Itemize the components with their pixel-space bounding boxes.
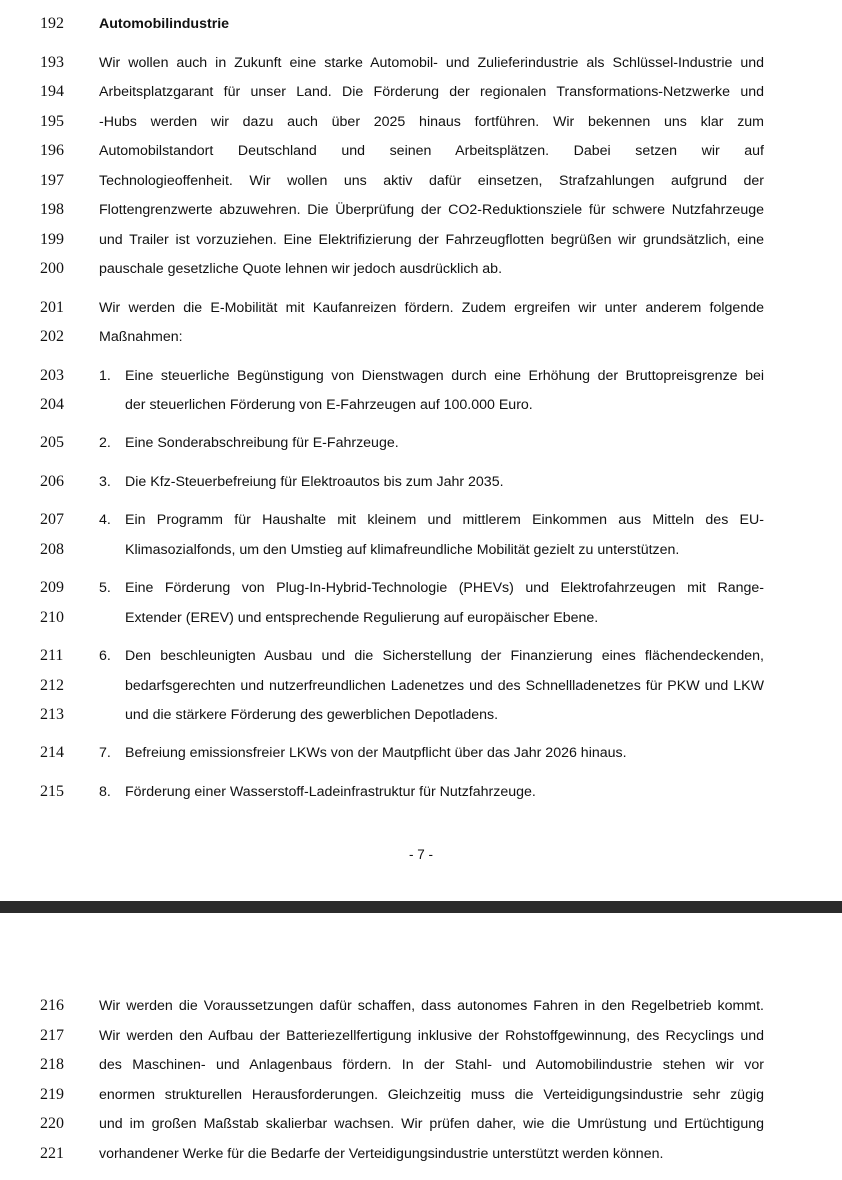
list-item-line	[0, 741, 842, 765]
list-item-line	[0, 364, 842, 388]
list-item-text: Ein Programm für Haushalte mit kleinem und mittlerem Einkommen aus Mitteln des EU-	[125, 512, 764, 528]
list-number: 4.	[99, 512, 111, 528]
line-number: 194	[40, 83, 64, 100]
list-item-text: Extender (EREV) und entsprechende Regulierung auf europäischer Ebene.	[125, 610, 599, 626]
paragraph-text: Automobilstandort Deutschland und seinen Arbeitsplätzen. Dabei setzen wir auf	[99, 143, 764, 159]
text-line	[0, 228, 842, 252]
list-item-line	[0, 703, 842, 727]
paragraph-text: pauschale gesetzliche Quote lehnen wir jedoch ausdrücklich ab.	[99, 261, 503, 277]
list-number: 6.	[99, 648, 111, 664]
line-number: 201	[40, 299, 64, 316]
paragraph-text: Flottengrenzwerte abzuwehren. Die Überprüfung der CO2-Reduktionsziele für schwere Nutzfahrzeuge	[99, 202, 764, 218]
list-number: 3.	[99, 474, 111, 490]
list-item-line	[0, 576, 842, 600]
line-number: 208	[40, 541, 64, 558]
line-number: 210	[40, 609, 64, 626]
line-number: 207	[40, 511, 64, 528]
list-item-line	[0, 508, 842, 532]
list-item-line	[0, 393, 842, 417]
page-number: - 7 -	[408, 847, 433, 862]
line-number: 205	[40, 434, 64, 451]
line-number: 214	[40, 744, 64, 761]
paragraph-text: Wir wollen auch in Zukunft eine starke Automobil- und Zulieferindustrie als Schlüssel-Industrie und	[99, 55, 764, 71]
page-divider	[0, 901, 842, 913]
paragraph-text: Wir werden die Voraussetzungen dafür schaffen, dass autonomes Fahren in den Regelbetrieb kommt.	[99, 998, 764, 1014]
list-item-line	[0, 606, 842, 630]
text-line	[0, 139, 842, 163]
list-item-text: und die stärkere Förderung des gewerblichen Depotladens.	[125, 707, 499, 723]
paragraph-text: und im großen Maßstab skalierbar wachsen. Wir prüfen daher, wie die Umrüstung und Ertüchtigung	[99, 1116, 764, 1132]
list-number: 8.	[99, 784, 111, 800]
line-number: 216	[40, 997, 64, 1014]
text-line	[0, 80, 842, 104]
paragraph-text: Arbeitsplatzgarant für unser Land. Die Förderung der regionalen Transformations-Netzwerke und	[99, 84, 764, 100]
list-number: 1.	[99, 368, 111, 384]
paragraph-text: enormen strukturellen Herausforderungen. Gleichzeitig muss die Verteidigungsindustrie sehr zügig	[99, 1087, 764, 1103]
line-number: 203	[40, 367, 64, 384]
line-number: 218	[40, 1056, 64, 1073]
list-item-line	[0, 674, 842, 698]
paragraph-text: Maßnahmen:	[99, 329, 183, 345]
text-line	[0, 198, 842, 222]
line-number: 212	[40, 677, 64, 694]
list-item-text: Die Kfz-Steuerbefreiung für Elektroautos bis zum Jahr 2035.	[125, 474, 504, 490]
line-number: 213	[40, 706, 64, 723]
line-number: 221	[40, 1145, 64, 1162]
paragraph-text: Wir werden den Aufbau der Batteriezellfertigung inklusive der Rohstoffgewinnung, des Recyclings und	[99, 1028, 764, 1044]
text-line	[0, 1024, 842, 1048]
list-item-line	[0, 431, 842, 455]
line-number: 219	[40, 1086, 64, 1103]
text-line	[0, 51, 842, 75]
line-number: 198	[40, 201, 64, 218]
paragraph-text: und Trailer ist vorzuziehen. Eine Elektrifizierung der Fahrzeugflotten begrüßen wir grundsätzlich, eine	[99, 232, 764, 248]
text-line	[0, 1053, 842, 1077]
line-number: 209	[40, 579, 64, 596]
line-number: 197	[40, 172, 64, 189]
text-line	[0, 110, 842, 134]
list-item-line	[0, 538, 842, 562]
text-line	[0, 325, 842, 349]
list-number: 2.	[99, 435, 111, 451]
line-number: 206	[40, 473, 64, 490]
list-item-text: Eine steuerliche Begünstigung von Dienstwagen durch eine Erhöhung der Bruttopreisgrenze bei	[125, 368, 764, 384]
line-number: 192	[40, 15, 64, 32]
text-line	[0, 1112, 842, 1136]
list-item-text: der steuerlichen Förderung von E-Fahrzeugen auf 100.000 Euro.	[125, 397, 533, 413]
paragraph-text: -Hubs werden wir dazu auch über 2025 hinaus fortführen. Wir bekennen uns klar zum	[99, 114, 764, 130]
paragraph-text: des Maschinen- und Anlagenbaus fördern. In der Stahl- und Automobilindustrie stehen wir vor	[99, 1057, 764, 1073]
text-line	[0, 1142, 842, 1166]
list-item-text: bedarfsgerechten und nutzerfreundlichen Ladenetzes und des Schnellladenetzes für PKW und LKW	[125, 678, 764, 694]
list-number: 5.	[99, 580, 111, 596]
line-number: 199	[40, 231, 64, 248]
list-item-text: Eine Förderung von Plug-In-Hybrid-Technologie (PHEVs) und Elektrofahrzeugen mit Range-	[125, 580, 764, 596]
paragraph-text: vorhandener Werke für die Bedarfe der Verteidigungsindustrie unterstützt werden können.	[99, 1146, 664, 1162]
line-number: 196	[40, 142, 64, 159]
paragraph-text: Wir werden die E-Mobilität mit Kaufanreizen fördern. Zudem ergreifen wir unter anderem folgende	[99, 300, 764, 316]
list-item-text: Eine Sonderabschreibung für E-Fahrzeuge.	[125, 435, 399, 451]
text-line	[0, 994, 842, 1018]
list-item-line	[0, 470, 842, 494]
line-number: 204	[40, 396, 64, 413]
text-line	[0, 296, 842, 320]
list-item-line	[0, 644, 842, 668]
text-line	[0, 169, 842, 193]
line-number: 217	[40, 1027, 64, 1044]
list-item-text: Förderung einer Wasserstoff-Ladeinfrastruktur für Nutzfahrzeuge.	[125, 784, 536, 800]
list-item-text: Den beschleunigten Ausbau und die Sicherstellung der Finanzierung eines flächendeckenden,	[125, 648, 764, 664]
line-number: 220	[40, 1115, 64, 1132]
line-number: 202	[40, 328, 64, 345]
list-item-text: Klimasozialfonds, um den Umstieg auf klimafreundliche Mobilität gezielt zu unterstützen.	[125, 542, 680, 558]
text-line	[0, 257, 842, 281]
section-heading: Automobilindustrie	[99, 16, 230, 32]
line-number: 195	[40, 113, 64, 130]
text-line	[0, 1083, 842, 1107]
line-number: 211	[40, 647, 64, 664]
paragraph-text: Technologieoffenheit. Wir wollen uns aktiv dafür einsetzen, Strafzahlungen aufgrund der	[99, 173, 764, 189]
line-number: 215	[40, 783, 64, 800]
section-heading-row	[0, 12, 842, 36]
list-item-line	[0, 780, 842, 804]
line-number: 193	[40, 54, 64, 71]
line-number: 200	[40, 260, 64, 277]
list-number: 7.	[99, 745, 111, 761]
list-item-text: Befreiung emissionsfreier LKWs von der Mautpflicht über das Jahr 2026 hinaus.	[125, 745, 627, 761]
